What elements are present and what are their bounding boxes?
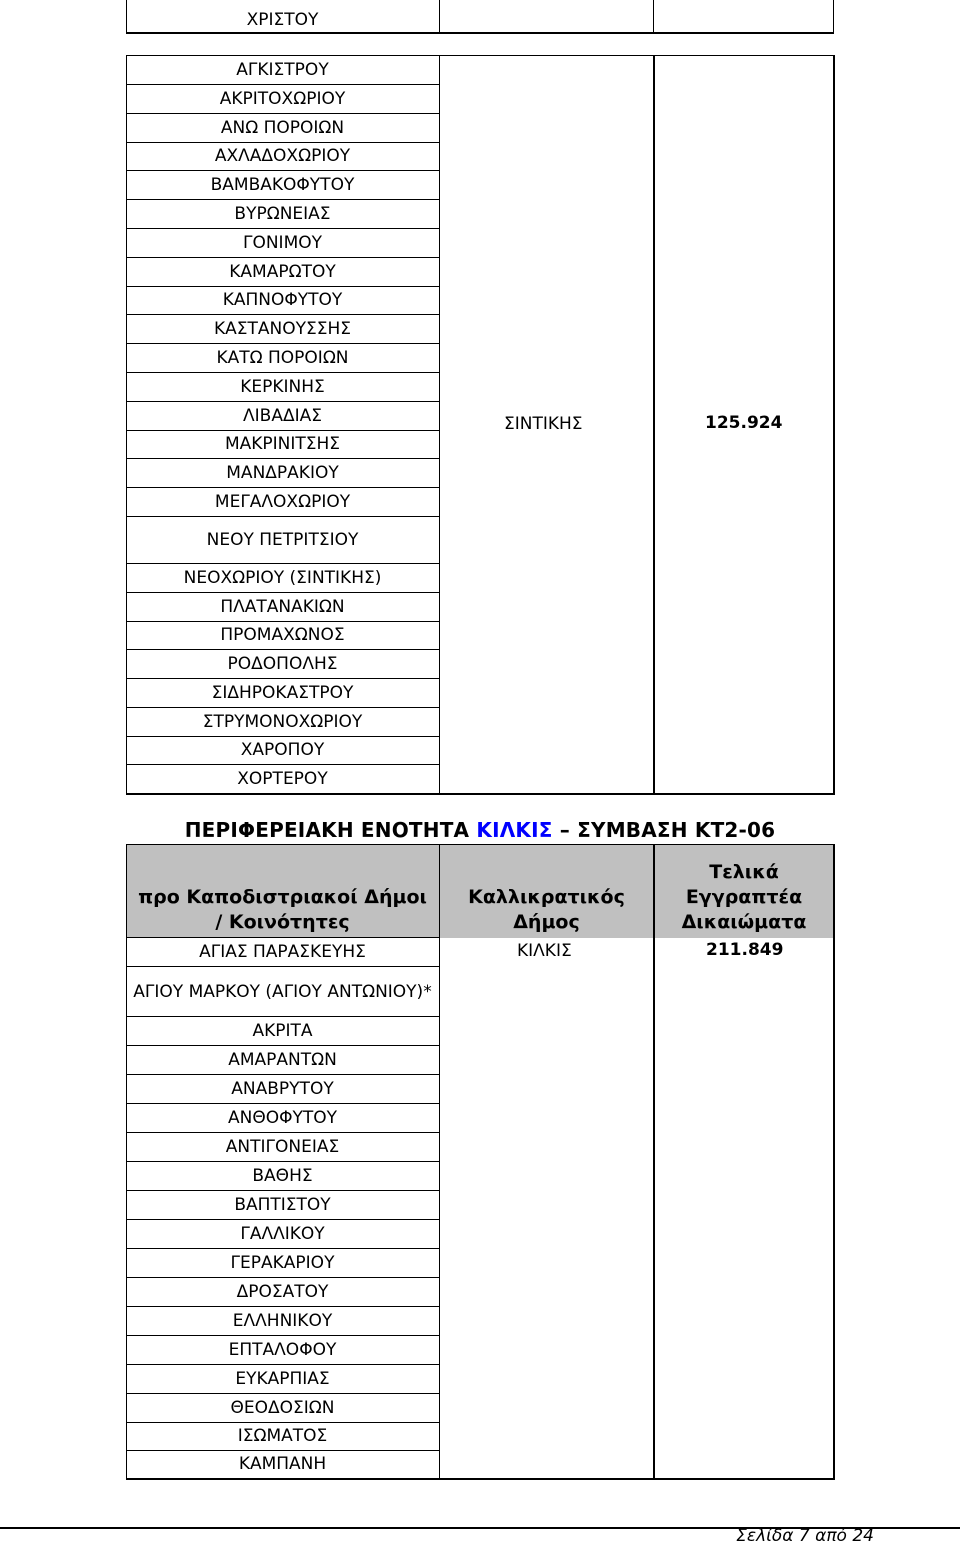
community-cell: ΑΓΚΙΣΤΡΟΥ (236, 59, 329, 80)
community-cell: ΓΕΡΑΚΑΡΙΟΥ (230, 1252, 335, 1273)
community-cell: ΜΑΚΡΙΝΙΤΣΗΣ (224, 434, 341, 454)
community-cell: ΑΜΑΡΑΝΤΩΝ (228, 1049, 337, 1070)
community-cell: ΑΧΛΑΔΟΧΩΡΙΟΥ (214, 146, 351, 166)
community-cell: ΕΥΚΑΡΠΙΑΣ (235, 1368, 330, 1389)
community-cell: ΑΚΡΙΤΟΧΩΡΙΟΥ (219, 88, 346, 109)
municipality-cell: ΣΙΝΤΙΚΗΣ (504, 414, 583, 434)
community-cell: ΜΕΓΑΛΟΧΩΡΙΟΥ (214, 491, 351, 512)
community-cell: ΣΙΔΗΡΟΚΑΣΤΡΟΥ (211, 682, 354, 703)
community-cell: ΑΓΙΟΥ ΜΑΡΚΟΥ (ΑΓΙΟΥ ΑΝΤΩΝΙΟΥ)* (133, 981, 432, 1002)
header-final-rights: Τελικά Εγγραπτέα Δικαιώματα (655, 845, 833, 938)
community-cell: ΚΑΜΠΑΝΗ (238, 1454, 327, 1474)
community-cell: ΔΡΟΣΑΤΟΥ (236, 1281, 329, 1302)
municipality-cell: ΚΙΛΚΙΣ (517, 941, 572, 961)
title-region: ΚΙΛΚΙΣ (476, 818, 553, 842)
community-cell: ΑΝΤΙΓΟΝΕΙΑΣ (225, 1136, 340, 1157)
community-cell: ΠΛΑΤΑΝΑΚΙΩΝ (220, 596, 345, 617)
community-cell: ΚΑΤΩ ΠΟΡΟΙΩΝ (216, 347, 349, 368)
community-cell: ΓΟΝΙΜΟΥ (242, 232, 322, 253)
community-cell: ΚΑΠΝΟΦΥΤΟΥ (222, 290, 343, 310)
community-cell: ΘΕΟΔΟΣΙΩΝ (230, 1397, 335, 1418)
community-cell: ΒΑΠΤΙΣΤΟΥ (234, 1194, 331, 1215)
community-cell: ΧΡΙΣΤΟΥ (246, 9, 319, 30)
community-cell: ΓΑΛΛΙΚΟΥ (240, 1223, 325, 1244)
community-cell: ΑΝΑΒΡΥΤΟΥ (231, 1078, 334, 1099)
community-cell: ΑΝΩ ΠΟΡΟΙΩΝ (220, 117, 345, 138)
community-cell: ΝΕΟΥ ΠΕΤΡΙΤΣΙΟΥ (206, 530, 359, 550)
community-cell: ΛΙΒΑΔΙΑΣ (243, 405, 322, 426)
community-cell: ΚΑΣΤΑΝΟΥΣΣΗΣ (213, 318, 352, 339)
community-cell: ΠΡΟΜΑΧΩΝΟΣ (220, 625, 345, 645)
community-cell: ΣΤΡΥΜΟΝΟΧΩΡΙΟΥ (202, 711, 363, 732)
community-cell: ΜΑΝΔΡΑΚΙΟΥ (226, 462, 339, 483)
title-prefix: ΠΕΡΙΦΕΡΕΙΑΚΗ ΕΝΟΤΗΤΑ (184, 818, 477, 842)
community-cell: ΧΑΡΟΠΟΥ (240, 740, 325, 760)
section-title (0, 818, 960, 842)
community-cell: ΑΝΘΟΦΥΤΟΥ (227, 1107, 338, 1128)
page-number: Σελίδα 7 από 24 (736, 1526, 874, 1546)
community-cell: ΑΚΡΙΤΑ (252, 1020, 313, 1041)
community-cell: ΚΕΡΚΙΝΗΣ (240, 376, 325, 397)
community-cell: ΒΥΡΩΝΕΙΑΣ (234, 203, 331, 224)
community-cell: ΒΑΜΒΑΚΟΦΥΤΟΥ (210, 174, 355, 195)
rights-value: 211.849 (706, 940, 784, 960)
title-suffix: – ΣΥΜΒΑΣΗ ΚΤ2-06 (552, 818, 776, 842)
community-cell: ΑΓΙΑΣ ΠΑΡΑΣΚΕΥΗΣ (199, 941, 366, 962)
rights-value: 125.924 (705, 413, 783, 433)
community-cell: ΝΕΟΧΩΡΙΟΥ (ΣΙΝΤΙΚΗΣ) (183, 567, 382, 588)
community-cell: ΡΟΔΟΠΟΛΗΣ (227, 653, 338, 674)
community-cell: ΕΠΤΑΛΟΦΟΥ (228, 1339, 337, 1360)
header-old-municipalities: προ Καποδιστριακοί Δήμοι / Κοινότητες (126, 845, 439, 938)
community-cell: ΧΟΡΤΕΡΟΥ (237, 768, 328, 789)
community-cell: ΙΣΩΜΑΤΟΣ (237, 1426, 328, 1446)
header-kallikratic-municipality: Καλλικρατικός Δήμος (440, 845, 653, 938)
community-cell: ΒΑΘΗΣ (252, 1165, 313, 1186)
community-cell: ΕΛΛΗΝΙΚΟΥ (232, 1310, 333, 1331)
community-cell: ΚΑΜΑΡΩΤΟΥ (229, 261, 336, 282)
